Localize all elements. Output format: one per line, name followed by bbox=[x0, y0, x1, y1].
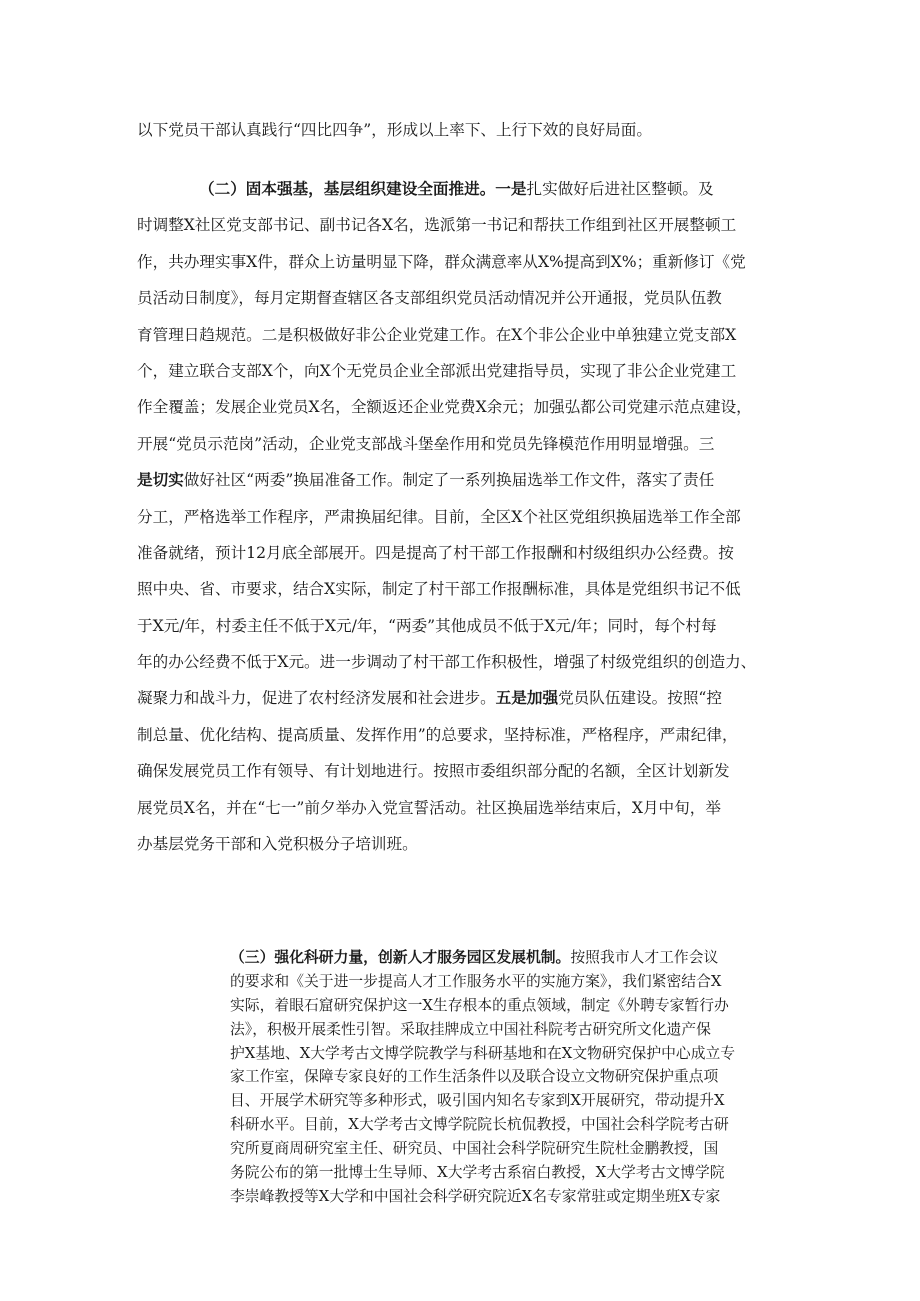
paragraph-2-line: 于X元/年，村委主任不低于X元/年，“两委”其他成员不低于X元/年；同时，每个村每 bbox=[137, 616, 717, 635]
paragraph-2 bbox=[137, 171, 797, 862]
paragraph-2-line: 办基层党务干部和入党积极分子培训班。 bbox=[137, 835, 418, 854]
paragraph-2-line: 作，共办理实事X件，群众上访量明显下降，群众满意率从X%提高到X%；重新修订《党 bbox=[137, 252, 746, 271]
paragraph-2-line-text: 做好社区“两委”换届准备工作。制定了一系列换届选举工作文件，落实了责任 bbox=[183, 471, 715, 490]
section-heading-3: （三）强化科研力量，创新人才服务园区发展机制。 bbox=[230, 949, 571, 966]
paragraph-3-first-line-text: 按照我市人才工作会议 bbox=[570, 949, 719, 966]
paragraph-2-line-mixed bbox=[137, 680, 797, 716]
paragraph-3-line: 家工作室，保障专家良好的工作生活条件以及联合设立文物研究保护重点项 bbox=[230, 1068, 719, 1086]
paragraph-1-line: 以下党员干部认真践行“四比四争”，形成以上率下、上行下效的良好局面。 bbox=[137, 121, 652, 139]
paragraph-2-line: 照中央、省、市要求，结合X实际，制定了村干部工作报酬标准，具体是党组织书记不低 bbox=[137, 580, 741, 599]
paragraph-2-line: 制总量、优化结构、提高质量、发挥作用”的总要求，坚持标准，严格程序，严肃纪律， bbox=[137, 725, 738, 744]
paragraph-2-line: 时调整X社区党支部书记、副书记各X名，选派第一书记和帮扶工作组到社区开展整顿工 bbox=[137, 216, 737, 235]
paragraph-2-line: 展党员X名，并在“七一”前夕举办入党宣誓活动。社区换届选举结束后，X月中旬，举 bbox=[137, 798, 721, 817]
paragraph-3-line: 科研水平。目前，X大学考古文博学院院长杭侃教授，中国社会科学院考古研 bbox=[230, 1116, 729, 1134]
paragraph-2-line: 准备就绪，预计12月底全部展开。四是提高了村干部工作报酬和村级组织办公经费。按 bbox=[137, 543, 734, 562]
section-heading-2: （二）固本强基，基层组织建设全面推进。一是 bbox=[199, 179, 527, 198]
paragraph-2-line: 作全覆盖；发展企业党员X名，全额返还企业党费X余元；加强弘都公司党建示范点建设， bbox=[137, 398, 752, 417]
paragraph-2-line: 员活动日制度》，每月定期督查辖区各支部组织党员活动情况并公开通报，党员队伍教 bbox=[137, 289, 722, 308]
paragraph-2-line-mixed bbox=[137, 462, 797, 498]
paragraph-3-line: 的要求和《关于进一步提高人才工作服务水平的实施方案》，我们紧密结合X bbox=[230, 972, 722, 990]
bold-phrase: 是切实 bbox=[137, 470, 184, 490]
paragraph-3-first-line bbox=[230, 946, 790, 970]
paragraph-3-line: 实际，着眼石窟研究保护这一X生存根本的重点领域，制定《外聘专家暂行办 bbox=[230, 996, 729, 1014]
paragraph-2-line: 开展“党员示范岗”活动，企业党支部战斗堡垒作用和党员先锋模范作用明显增强。三 bbox=[137, 434, 715, 453]
paragraph-1 bbox=[137, 112, 797, 148]
paragraph-3-line: 法》，积极开展柔性引智。采取挂牌成立中国社科院考古研究所文化遗产保 bbox=[230, 1020, 711, 1038]
paragraph-2-line: 确保发展党员工作有领导、有计划地进行。按照市委组织部分配的名额，全区计划新发 bbox=[137, 762, 730, 781]
paragraph-2-line-text: 凝聚力和战斗力，促进了农村经济发展和社会进步。 bbox=[137, 689, 496, 708]
paragraph-3-line: 目、开展学术研究等多种形式，吸引国内知名专家到X开展研究，带动提升X bbox=[230, 1092, 725, 1110]
paragraph-2-line: 个，建立联合支部X个，向X个无党员企业全部派出党建指导员，实现了非公企业党建工 bbox=[137, 361, 737, 380]
paragraph-3-line: 护X基地、X大学考古文博学院教学与科研基地和在X文物研究保护中心成立专 bbox=[230, 1044, 736, 1062]
bold-phrase: 五是加强 bbox=[495, 688, 559, 708]
paragraph-2-line: 分工，严格选举工作程序，严肃换届纪律。目前，全区X个社区党组织换届选举工作全部 bbox=[137, 507, 741, 526]
paragraph-2-line-text: 党员队伍建设。按照“控 bbox=[558, 689, 722, 708]
paragraph-3-line: 李崇峰教授等X大学和中国社会科学研究院近X名专家常驻或定期坐班X专家 bbox=[230, 1187, 721, 1205]
paragraph-3 bbox=[230, 946, 790, 1209]
paragraph-2-line: 年的办公经费不低于X元。进一步调动了村干部工作积极性，增强了村级党组织的创造力、 bbox=[137, 653, 757, 672]
paragraph-3-line: 究所夏商周研究室主任、研究员、中国社会科学院研究生院杜金鹏教授，国 bbox=[230, 1140, 719, 1158]
paragraph-2-first-line-text: 扎实做好后进社区整顿。及 bbox=[526, 180, 714, 198]
paragraph-2-first-line bbox=[137, 171, 797, 207]
paragraph-2-line: 育管理日趋规范。二是积极做好非公企业党建工作。在X个非公企业中单独建立党支部X bbox=[137, 325, 737, 344]
paragraph-3-line: 务院公布的第一批博士生导师、X大学考古系宿白教授，X大学考古文博学院 bbox=[230, 1164, 725, 1182]
